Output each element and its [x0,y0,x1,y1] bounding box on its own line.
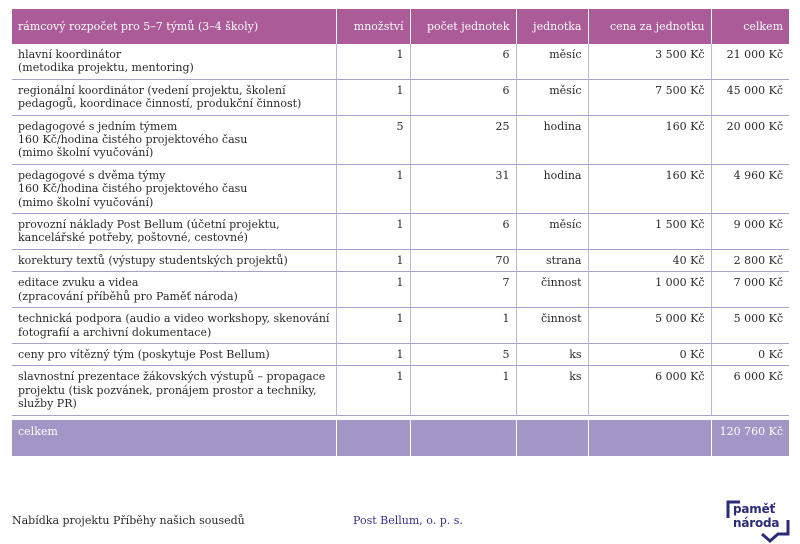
logo-line-1: paměť [733,502,776,516]
row-quantity: 1 [336,44,410,79]
table-header-row [12,9,789,44]
row-quantity: 1 [336,272,410,308]
table-row [12,343,789,365]
row-item-line: 160 Kč/hodina čistého projektového času [18,133,248,147]
row-item-line: (metodika projektu, mentoring) [18,61,194,75]
row-item-line: služby PR) [18,397,77,411]
table-row [12,366,789,415]
row-unit-price: 160 Kč [588,115,711,164]
row-unit: měsíc [516,214,588,250]
row-item-line: (mimo školní vyučování) [18,146,154,160]
row-item-line: editace zvuku a videa [18,276,139,290]
row-item-line: ceny pro vítězný tým (poskytuje Post Bellum) [18,347,270,361]
row-total: 20 000 Kč [711,115,789,164]
table-row [12,272,789,308]
header-quantity: množství [336,9,410,44]
row-item [12,308,336,344]
row-item-line: (zpracování příběhů pro Paměť národa) [18,289,238,303]
pamet-naroda-logo [722,500,792,544]
row-unit-price: 160 Kč [588,164,711,213]
row-item-line: (mimo školní vyučování) [18,195,154,209]
row-item-line: projektu (tisk pozvánek, pronájem prostor a techniky, [18,383,317,397]
row-unit-count: 5 [410,343,516,365]
row-unit-price: 3 500 Kč [588,44,711,79]
row-item-line: hlavní koordinátor [18,48,122,61]
total-label: celkem [12,420,336,456]
row-unit: hodina [516,115,588,164]
row-item [12,44,336,79]
row-total: 7 000 Kč [711,272,789,308]
row-item-line: pedagogové s jedním týmem [18,119,178,133]
row-unit-price: 5 000 Kč [588,308,711,344]
row-item [12,164,336,213]
row-item [12,249,336,271]
row-item-line: regionální koordinátor (vedení projektu, školení [18,83,286,97]
row-quantity: 1 [336,214,410,250]
header-unit-count: počet jednotek [410,9,516,44]
row-item [12,214,336,250]
row-unit-count: 70 [410,249,516,271]
row-quantity: 5 [336,115,410,164]
row-item-line: slavnostní prezentace žákovských výstupů – propagace [18,370,326,384]
row-item-line: pedagogové s dvěma týmy [18,168,166,182]
row-unit-price: 1 500 Kč [588,214,711,250]
row-unit-count: 31 [410,164,516,213]
row-unit-count: 1 [410,308,516,344]
row-unit-price: 6 000 Kč [588,366,711,415]
row-quantity: 1 [336,164,410,213]
row-unit-price: 40 Kč [588,249,711,271]
row-item-line: kancelářské potřeby, poštovné, cestovné) [18,231,248,245]
logo-line-2: národa [733,516,780,530]
row-item [12,366,336,415]
row-item-line: pedagogů, koordinace činností, produkční činnost) [18,97,302,111]
row-unit: ks [516,343,588,365]
row-item [12,115,336,164]
row-unit-count: 1 [410,366,516,415]
row-total: 4 960 Kč [711,164,789,213]
row-total: 45 000 Kč [711,79,789,115]
row-item [12,79,336,115]
row-unit-count: 7 [410,272,516,308]
table-row [12,308,789,344]
header-total: celkem [711,9,789,44]
table-row [12,44,789,79]
row-unit-price: 1 000 Kč [588,272,711,308]
header-unit-price: cena za jednotku [588,9,711,44]
header-unit: jednotka [516,9,588,44]
table-row [12,79,789,115]
row-unit: měsíc [516,79,588,115]
row-item-line: technická podpora (audio a video workshopy, skenování [18,312,330,326]
row-quantity: 1 [336,249,410,271]
budget-table [12,9,789,456]
table-row [12,249,789,271]
row-unit: strana [516,249,588,271]
row-quantity: 1 [336,308,410,344]
row-total: 0 Kč [711,343,789,365]
row-unit: ks [516,366,588,415]
row-unit: činnost [516,308,588,344]
row-total: 9 000 Kč [711,214,789,250]
row-unit-count: 6 [410,79,516,115]
row-unit-price: 0 Kč [588,343,711,365]
row-quantity: 1 [336,79,410,115]
row-item [12,343,336,365]
total-row [12,420,789,456]
row-quantity: 1 [336,343,410,365]
row-unit-count: 6 [410,44,516,79]
row-item-line: fotografií a archivní dokumentace) [18,325,212,339]
row-unit-count: 25 [410,115,516,164]
footer-organization: Post Bellum, o. p. s. [353,514,463,527]
row-unit: hodina [516,164,588,213]
row-unit-count: 6 [410,214,516,250]
footer-project-name: Nabídka projektu Příběhy našich sousedů [12,514,245,527]
table-row [12,214,789,250]
row-total: 2 800 Kč [711,249,789,271]
row-unit: činnost [516,272,588,308]
table-row [12,115,789,164]
row-item-line: korektury textů (výstupy studentských projektů) [18,253,288,267]
row-total: 21 000 Kč [711,44,789,79]
row-total: 5 000 Kč [711,308,789,344]
row-unit-price: 7 500 Kč [588,79,711,115]
row-item [12,272,336,308]
row-item-line: provozní náklady Post Bellum (účetní projektu, [18,218,280,232]
header-item: rámcový rozpočet pro 5–7 týmů (3–4 školy) [12,9,336,44]
row-item-line: 160 Kč/hodina čistého projektového času [18,182,248,196]
total-value: 120 760 Kč [711,420,789,456]
row-unit: měsíc [516,44,588,79]
row-total: 6 000 Kč [711,366,789,415]
table-row [12,164,789,213]
row-quantity: 1 [336,366,410,415]
